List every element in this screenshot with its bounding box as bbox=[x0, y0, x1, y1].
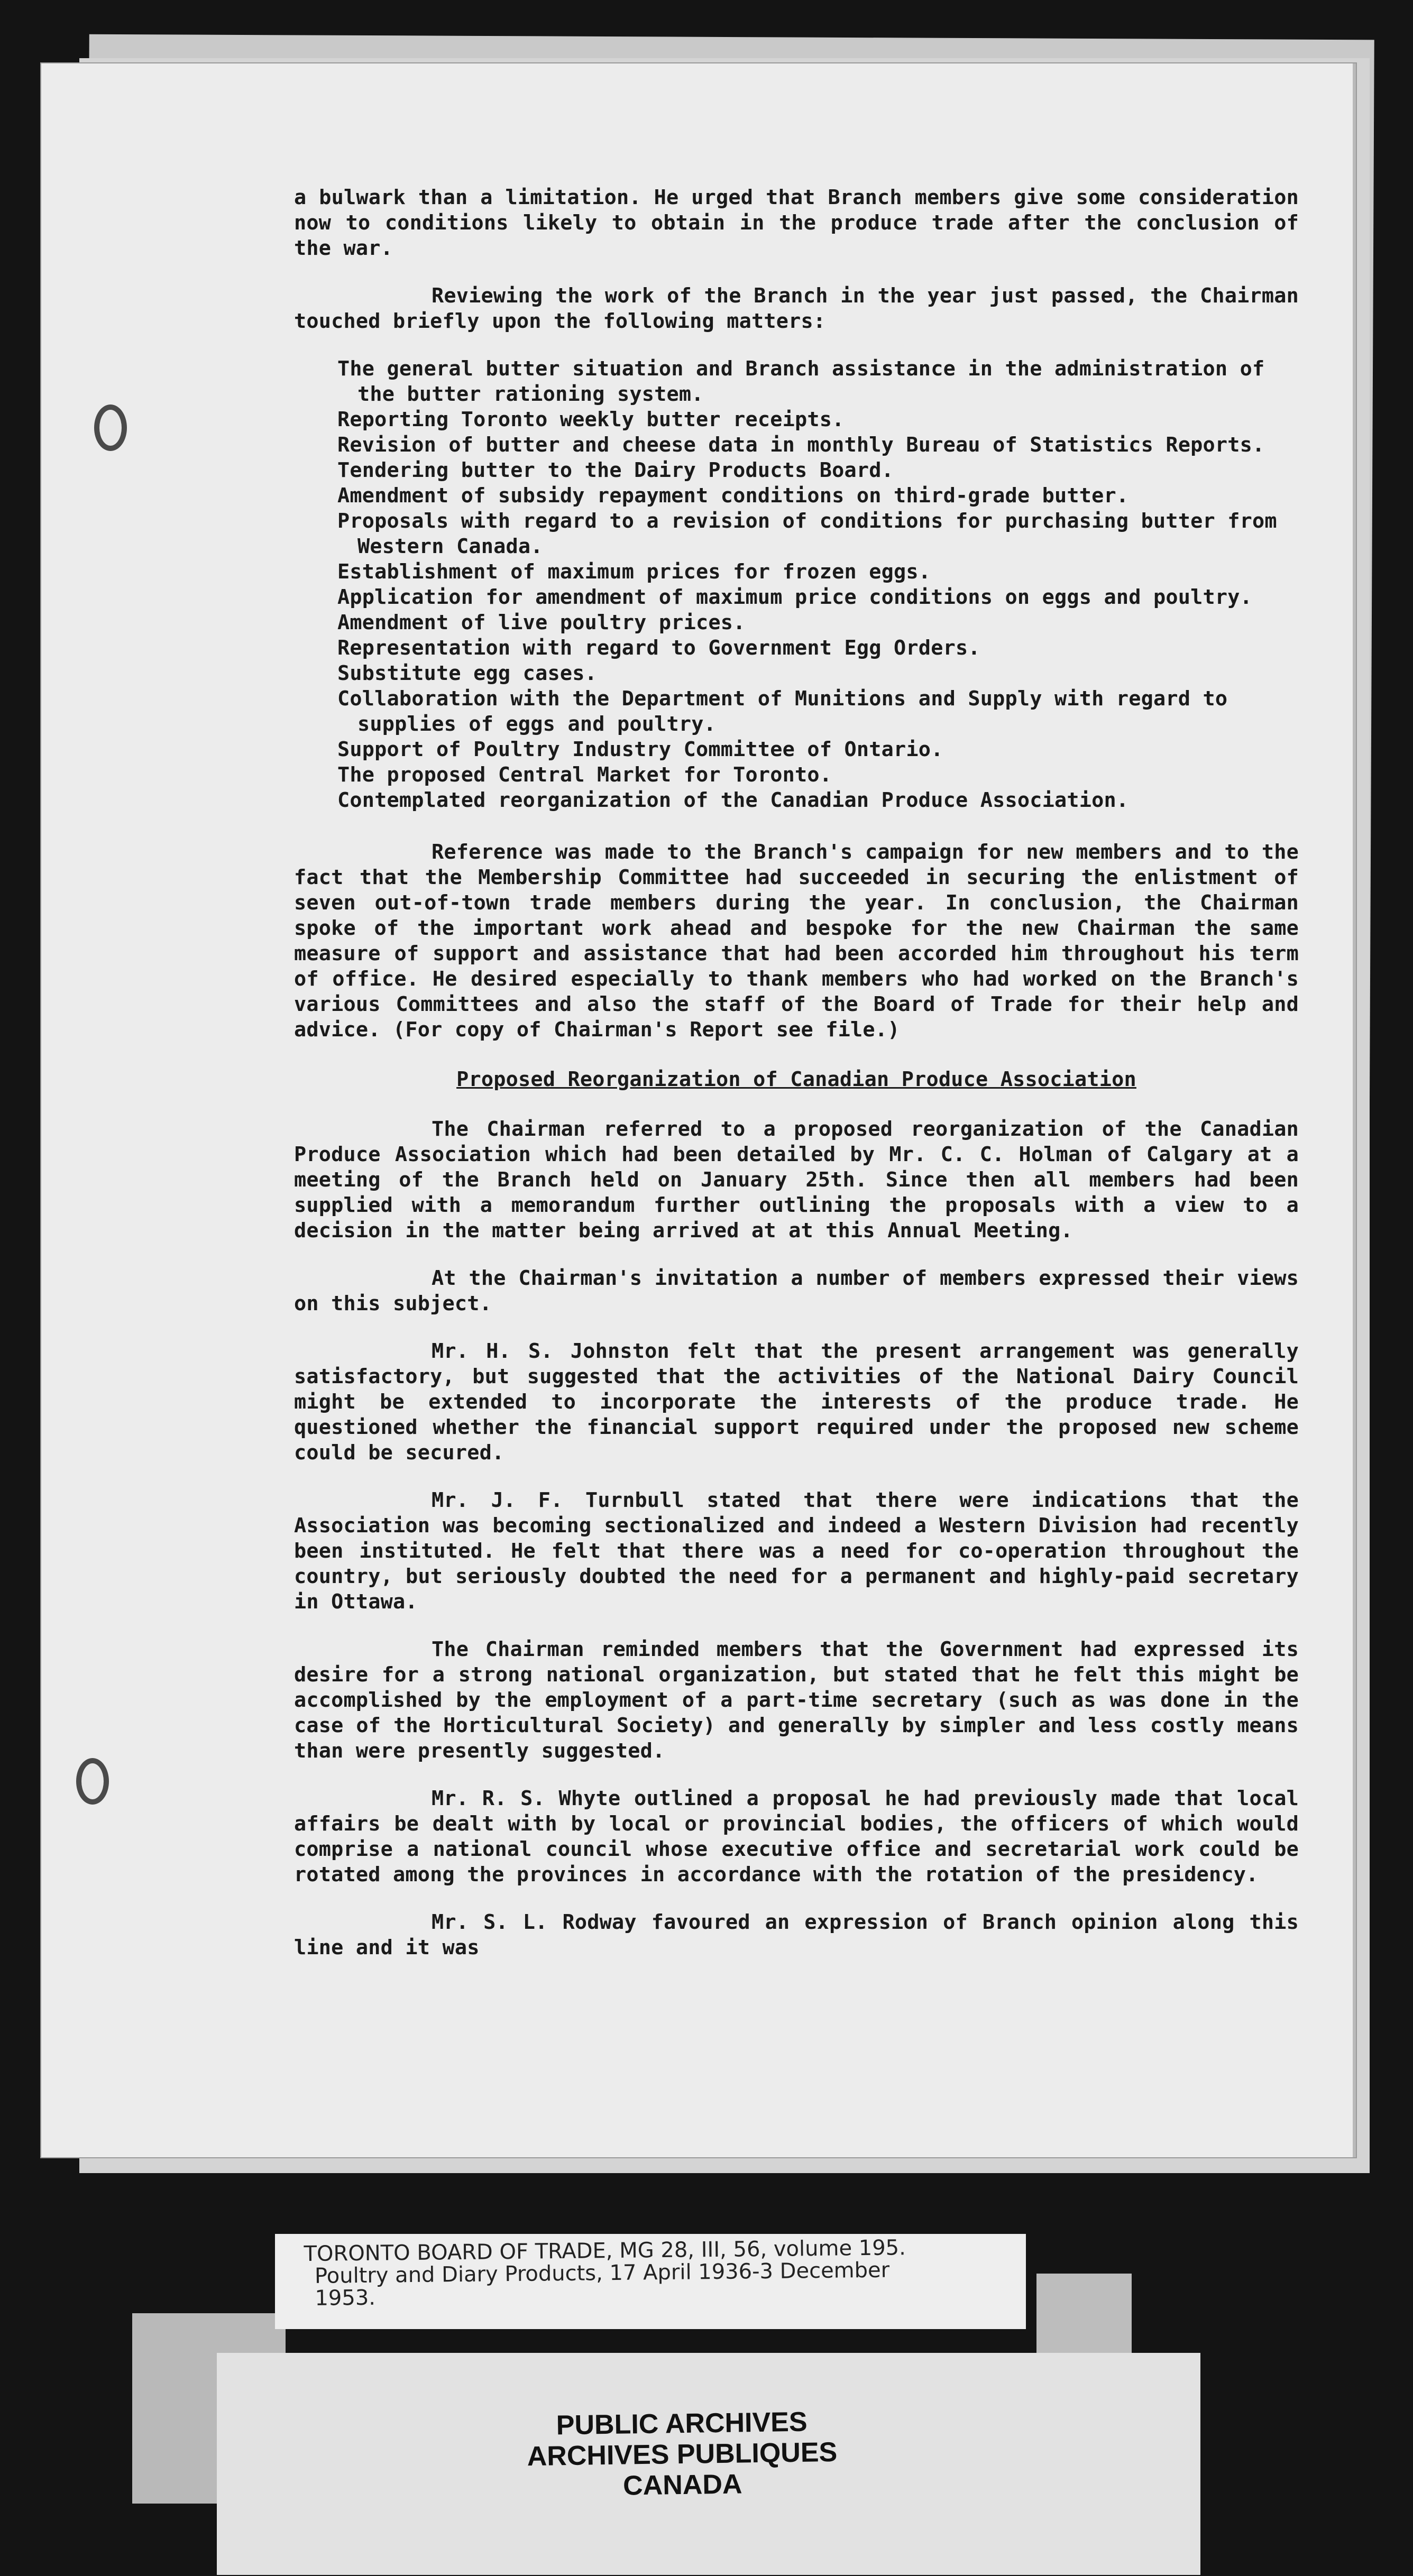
label-line: 1953. bbox=[315, 2285, 376, 2311]
archives-stamp bbox=[449, 2405, 915, 2504]
stamp-line: PUBLIC ARCHIVES bbox=[556, 2406, 808, 2441]
matters-list bbox=[315, 356, 1299, 813]
paragraph: At the Chairman's invitation a number of members expressed their views on this subject. bbox=[294, 1266, 1299, 1315]
list-item: The proposed Central Market for Toronto. bbox=[337, 763, 832, 787]
list-item: Proposals with regard to a revision of conditions for purchasing butter from Western Canada. bbox=[337, 509, 1277, 558]
list-item: The general butter situation and Branch assistance in the administration of the butter rationing system. bbox=[337, 357, 1265, 406]
paragraph: Mr. S. L. Rodway favoured an expression of Branch opinion along this line and it was bbox=[294, 1910, 1299, 1959]
paragraph: The Chairman referred to a proposed reorganization of the Canadian Produce Association which had been detailed by Mr. C. C. Holman of Calgary at a meeting of the Branch held on January 25th. Since then all members had been supplied with a memorandum further outlining the proposals with a view to a decision in the matter being arrived at at this Annual Meeting. bbox=[294, 1117, 1299, 1243]
section-heading: Proposed Reorganization of Canadian Produce Association bbox=[456, 1068, 1136, 1091]
document-body bbox=[294, 185, 1299, 1983]
punch-hole-bottom bbox=[76, 1758, 109, 1805]
list-item: Contemplated reorganization of the Canadian Produce Association. bbox=[337, 788, 1129, 812]
label-line: TORONTO BOARD OF TRADE, MG 28, III, 56, volume 195. bbox=[304, 2235, 906, 2267]
list-item: Amendment of live poultry prices. bbox=[337, 611, 746, 634]
list-item: Representation with regard to Government Egg Orders. bbox=[337, 636, 980, 660]
paragraph: Mr. R. S. Whyte outlined a proposal he had previously made that local affairs be dealt with by local or provincial bodies, the officers of which would comprise a national council whose executive office and secretarial work could be rotated among the provinces in accordance with the rotation of the presidency. bbox=[294, 1787, 1299, 1887]
review-paragraph: Reviewing the work of the Branch in the year just passed, the Chairman touched briefly upon the following matters: bbox=[294, 284, 1299, 333]
membership-paragraph: Reference was made to the Branch's campaign for new members and to the fact that the Membership Committee had succeeded in securing the enlistment of seven out-of-town trade members during the year. In conclusion, the Chairman spoke of the important work ahead and bespoke for the new Chairman the same measure of support and assistance that had been accorded him throughout his term of office. He desired especially to thank members who had worked on the Branch's various Committees and also the staff of the Board of Trade for their help and advice. (For copy of Chairman's Report see file.) bbox=[294, 840, 1299, 1042]
paragraph: Mr. J. F. Turnbull stated that there were indications that the Association was becoming sectionalized and indeed a Western Division had recently been instituted. He felt that there was a need for co-operation throughout the country, but seriously doubted the need for a permanent and highly-paid secretary in Ottawa. bbox=[294, 1488, 1299, 1614]
list-item: Substitute egg cases. bbox=[337, 661, 597, 685]
list-item: Establishment of maximum prices for frozen eggs. bbox=[337, 560, 931, 584]
stamp-line: CANADA bbox=[622, 2469, 742, 2501]
list-item: Collaboration with the Department of Munitions and Supply with regard to supplies of eggs and poultry. bbox=[337, 687, 1228, 736]
label-line: Poultry and Diary Products, 17 April 1936-3 December bbox=[314, 2258, 890, 2288]
paragraph: Mr. H. S. Johnston felt that the present arrangement was generally satisfactory, but suggested that the activities of the National Dairy Council might be extended to incorporate the interests of the produce trade. He questioned whether the financial support required under the proposed new scheme could be secured. bbox=[294, 1339, 1299, 1465]
list-item: Tendering butter to the Dairy Products Board. bbox=[337, 458, 894, 482]
list-item: Reporting Toronto weekly butter receipts. bbox=[337, 408, 845, 431]
list-item: Revision of butter and cheese data in monthly Bureau of Statistics Reports. bbox=[337, 433, 1265, 457]
stamp-line: ARCHIVES PUBLIQUES bbox=[527, 2436, 838, 2472]
intro-paragraph: a bulwark than a limitation. He urged that Branch members give some consideration now to conditions likely to obtain in the produce trade after the conclusion of the war. bbox=[294, 186, 1299, 260]
list-item: Support of Poultry Industry Committee of Ontario. bbox=[337, 738, 943, 761]
paragraph: The Chairman reminded members that the Government had expressed its desire for a strong national organization, but stated that he felt this might be accomplished by the employment of a part-time secretary (such as was done in the case of the Horticultural Society) and generally by simpler and less costly means than were presently suggested. bbox=[294, 1637, 1299, 1763]
reference-label-text bbox=[304, 2235, 1023, 2310]
punch-hole-top bbox=[94, 404, 127, 451]
list-item: Amendment of subsidy repayment conditions on third-grade butter. bbox=[337, 484, 1129, 508]
list-item: Application for amendment of maximum price conditions on eggs and poultry. bbox=[337, 585, 1253, 609]
